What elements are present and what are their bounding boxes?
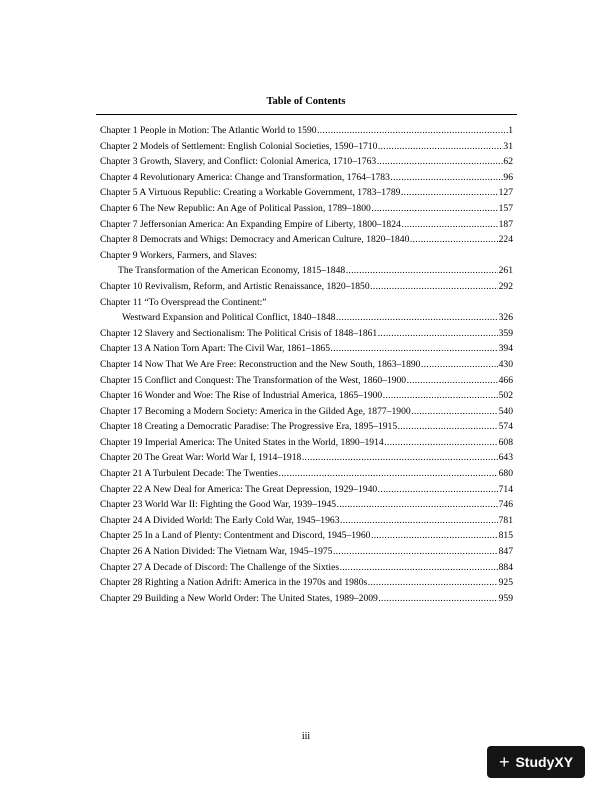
toc-entry[interactable] xyxy=(100,279,513,295)
toc-leader-dots xyxy=(302,450,498,466)
toc-entry-page: 746 xyxy=(498,499,513,511)
toc-leader-dots xyxy=(378,139,503,155)
toc-leader-dots xyxy=(401,217,498,233)
toc-entry[interactable] xyxy=(100,404,513,420)
toc-leader-dots xyxy=(378,482,498,498)
toc-leader-dots xyxy=(279,466,499,482)
toc-entry[interactable] xyxy=(100,123,513,139)
watermark-text: StudyXY xyxy=(515,754,574,770)
toc-entry[interactable] xyxy=(100,560,513,576)
toc-entry-label: Chapter 21 A Turbulent Decade: The Twenties xyxy=(100,468,279,480)
toc-entry-page: 608 xyxy=(498,436,513,448)
toc-leader-dots xyxy=(377,154,503,170)
toc-entry-page: 62 xyxy=(503,156,513,168)
toc-entry-page: 574 xyxy=(498,421,513,433)
toc-entry[interactable] xyxy=(100,373,513,389)
toc-entry-label: Chapter 13 A Nation Torn Apart: The Civil War, 1861–1865 xyxy=(100,343,330,355)
toc-entry[interactable] xyxy=(100,326,513,342)
page-number: iii xyxy=(301,731,311,742)
toc-entry-label: Chapter 27 A Decade of Discord: The Challenge of the Sixties xyxy=(100,561,340,573)
toc-leader-dots xyxy=(401,185,498,201)
toc-entry-label: Chapter 19 Imperial America: The United States in the World, 1890–1914 xyxy=(100,436,384,448)
toc-entry[interactable] xyxy=(100,575,513,591)
toc-entry[interactable] xyxy=(100,419,513,435)
toc-entry-label: Chapter 22 A New Deal for America: The Great Depression, 1929–1940 xyxy=(100,483,378,495)
toc-entry[interactable] xyxy=(100,544,513,560)
toc-entry[interactable] xyxy=(100,466,513,482)
toc-leader-dots xyxy=(407,373,499,389)
toc-entry-page: 31 xyxy=(503,140,513,152)
toc-entry[interactable] xyxy=(100,185,513,201)
toc-leader-dots xyxy=(368,575,498,591)
toc-entry-label: Chapter 14 Now That We Are Free: Reconstruction and the New South, 1863–1890 xyxy=(100,358,421,370)
toc-entry[interactable] xyxy=(100,450,513,466)
toc-entry-label: The Transformation of the American Economy, 1815–1848 xyxy=(118,265,346,277)
toc-entry-label: Chapter 23 World War II: Fighting the Good War, 1939–1945 xyxy=(100,499,337,511)
toc-entry-page: 1 xyxy=(508,125,513,136)
toc-entry-page: 680 xyxy=(498,468,513,480)
toc-entry-page: 187 xyxy=(498,218,513,230)
toc-entry-label: Chapter 7 Jeffersonian America: An Expanding Empire of Liberty, 1800–1824 xyxy=(100,218,401,230)
toc-entry-page: 157 xyxy=(498,202,513,214)
toc-entry-label: Chapter 5 A Virtuous Republic: Creating a Workable Government, 1783–1789 xyxy=(100,187,401,199)
toc-entry-label: Chapter 28 Righting a Nation Adrift: America in the 1970s and 1980s xyxy=(100,577,368,589)
toc-leader-dots xyxy=(337,497,499,513)
table-of-contents xyxy=(100,123,513,606)
toc-entry[interactable] xyxy=(100,357,513,373)
toc-leader-dots xyxy=(336,310,498,326)
toc-entry-label: Westward Expansion and Political Conflict, 1840–1848 xyxy=(122,312,336,324)
toc-entry-label: Chapter 1 People in Motion: The Atlantic World to 1590 xyxy=(100,125,317,136)
toc-entry-label: Chapter 8 Democrats and Whigs: Democracy and American Culture, 1820–1840 xyxy=(100,234,410,246)
toc-leader-dots xyxy=(378,326,498,342)
toc-entry-page: 127 xyxy=(498,187,513,199)
toc-leader-dots xyxy=(411,404,498,420)
page-title: Table of Contents xyxy=(266,96,346,107)
title-rule xyxy=(96,114,517,115)
toc-leader-dots xyxy=(383,388,498,404)
toc-entry-page: 781 xyxy=(498,514,513,526)
toc-entry[interactable] xyxy=(100,170,513,186)
toc-leader-dots xyxy=(421,357,498,373)
toc-entry-label: Chapter 6 The New Republic: An Age of Political Passion, 1789–1800 xyxy=(100,202,371,214)
toc-entry[interactable] xyxy=(100,528,513,544)
toc-leader-dots xyxy=(410,232,498,248)
toc-entry-page: 224 xyxy=(498,234,513,246)
toc-entry-label: Chapter 17 Becoming a Modern Society: America in the Gilded Age, 1877–1900 xyxy=(100,405,411,417)
toc-leader-dots xyxy=(390,170,503,186)
toc-entry-page: 959 xyxy=(498,592,513,604)
toc-leader-dots xyxy=(346,263,498,279)
toc-entry-label: Chapter 29 Building a New World Order: The United States, 1989–2009 xyxy=(100,592,378,604)
toc-entry-label: Chapter 2 Models of Settlement: English Colonial Societies, 1590–1710 xyxy=(100,140,378,152)
plus-icon: + xyxy=(498,752,510,772)
toc-entry-page: 466 xyxy=(498,374,513,386)
toc-leader-dots xyxy=(398,419,498,435)
toc-leader-dots xyxy=(378,591,498,607)
toc-chapter-heading: Chapter 11 “To Overspread the Continent:” xyxy=(100,296,267,308)
toc-entry-page: 925 xyxy=(498,577,513,589)
toc-entry[interactable] xyxy=(100,341,513,357)
toc-leader-dots xyxy=(370,279,498,295)
toc-entry-page: 884 xyxy=(498,561,513,573)
toc-entry-page: 326 xyxy=(498,312,513,324)
toc-entry-page: 714 xyxy=(498,483,513,495)
toc-entry[interactable] xyxy=(100,232,513,248)
toc-leader-dots xyxy=(371,528,498,544)
toc-entry[interactable] xyxy=(100,217,513,233)
toc-entry-label: Chapter 25 In a Land of Plenty: Contentment and Discord, 1945–1960 xyxy=(100,530,371,542)
toc-entry-page: 359 xyxy=(498,327,513,339)
toc-entry-label: Chapter 16 Wonder and Woe: The Rise of Industrial America, 1865–1900 xyxy=(100,390,383,402)
toc-entry-label: Chapter 12 Slavery and Sectionalism: The Political Crisis of 1848–1861 xyxy=(100,327,378,339)
toc-entry-label: Chapter 10 Revivalism, Reform, and Artistic Renaissance, 1820–1850 xyxy=(100,280,370,292)
toc-entry-label: Chapter 26 A Nation Divided: The Vietnam War, 1945–1975 xyxy=(100,546,333,558)
toc-leader-dots xyxy=(331,341,499,357)
toc-entry[interactable] xyxy=(100,513,513,529)
studyxy-watermark xyxy=(487,746,585,778)
toc-leader-dots xyxy=(340,560,499,576)
toc-leader-dots xyxy=(371,201,498,217)
toc-entry[interactable] xyxy=(100,388,513,404)
toc-entry-label: Chapter 4 Revolutionary America: Change and Transformation, 1764–1783 xyxy=(100,171,390,183)
toc-entry[interactable] xyxy=(100,435,513,451)
toc-entry-page: 430 xyxy=(498,358,513,370)
toc-entry[interactable] xyxy=(100,591,513,607)
toc-entry-page: 261 xyxy=(498,265,513,277)
toc-entry-label: Chapter 20 The Great War: World War I, 1914–1918 xyxy=(100,452,302,464)
toc-entry-label: Chapter 24 A Divided World: The Early Cold War, 1945–1963 xyxy=(100,514,340,526)
toc-entry-label: Chapter 18 Creating a Democratic Paradise: The Progressive Era, 1895–1915 xyxy=(100,421,398,433)
toc-entry[interactable] xyxy=(100,310,513,326)
toc-entry[interactable] xyxy=(100,482,513,498)
toc-entry-page: 643 xyxy=(498,452,513,464)
toc-entry[interactable] xyxy=(100,139,513,155)
toc-entry[interactable] xyxy=(100,263,513,279)
toc-entry-page: 394 xyxy=(498,343,513,355)
toc-entry[interactable] xyxy=(100,201,513,217)
toc-entry-page: 96 xyxy=(503,171,513,183)
toc-entry-label: Chapter 15 Conflict and Conquest: The Transformation of the West, 1860–1900 xyxy=(100,374,407,386)
toc-leader-dots xyxy=(340,513,498,529)
toc-leader-dots xyxy=(384,435,498,451)
toc-entry-label: Chapter 3 Growth, Slavery, and Conflict: Colonial America, 1710–1763 xyxy=(100,156,377,168)
toc-chapter-heading: Chapter 9 Workers, Farmers, and Slaves: xyxy=(100,249,258,261)
toc-entry-page: 815 xyxy=(498,530,513,542)
toc-entry-page: 847 xyxy=(498,546,513,558)
toc-entry-page: 540 xyxy=(498,405,513,417)
toc-leader-dots xyxy=(317,123,508,139)
toc-leader-dots xyxy=(333,544,498,560)
toc-entry[interactable] xyxy=(100,497,513,513)
toc-entry[interactable] xyxy=(100,154,513,170)
toc-entry-page: 502 xyxy=(498,390,513,402)
toc-entry-page: 292 xyxy=(498,280,513,292)
